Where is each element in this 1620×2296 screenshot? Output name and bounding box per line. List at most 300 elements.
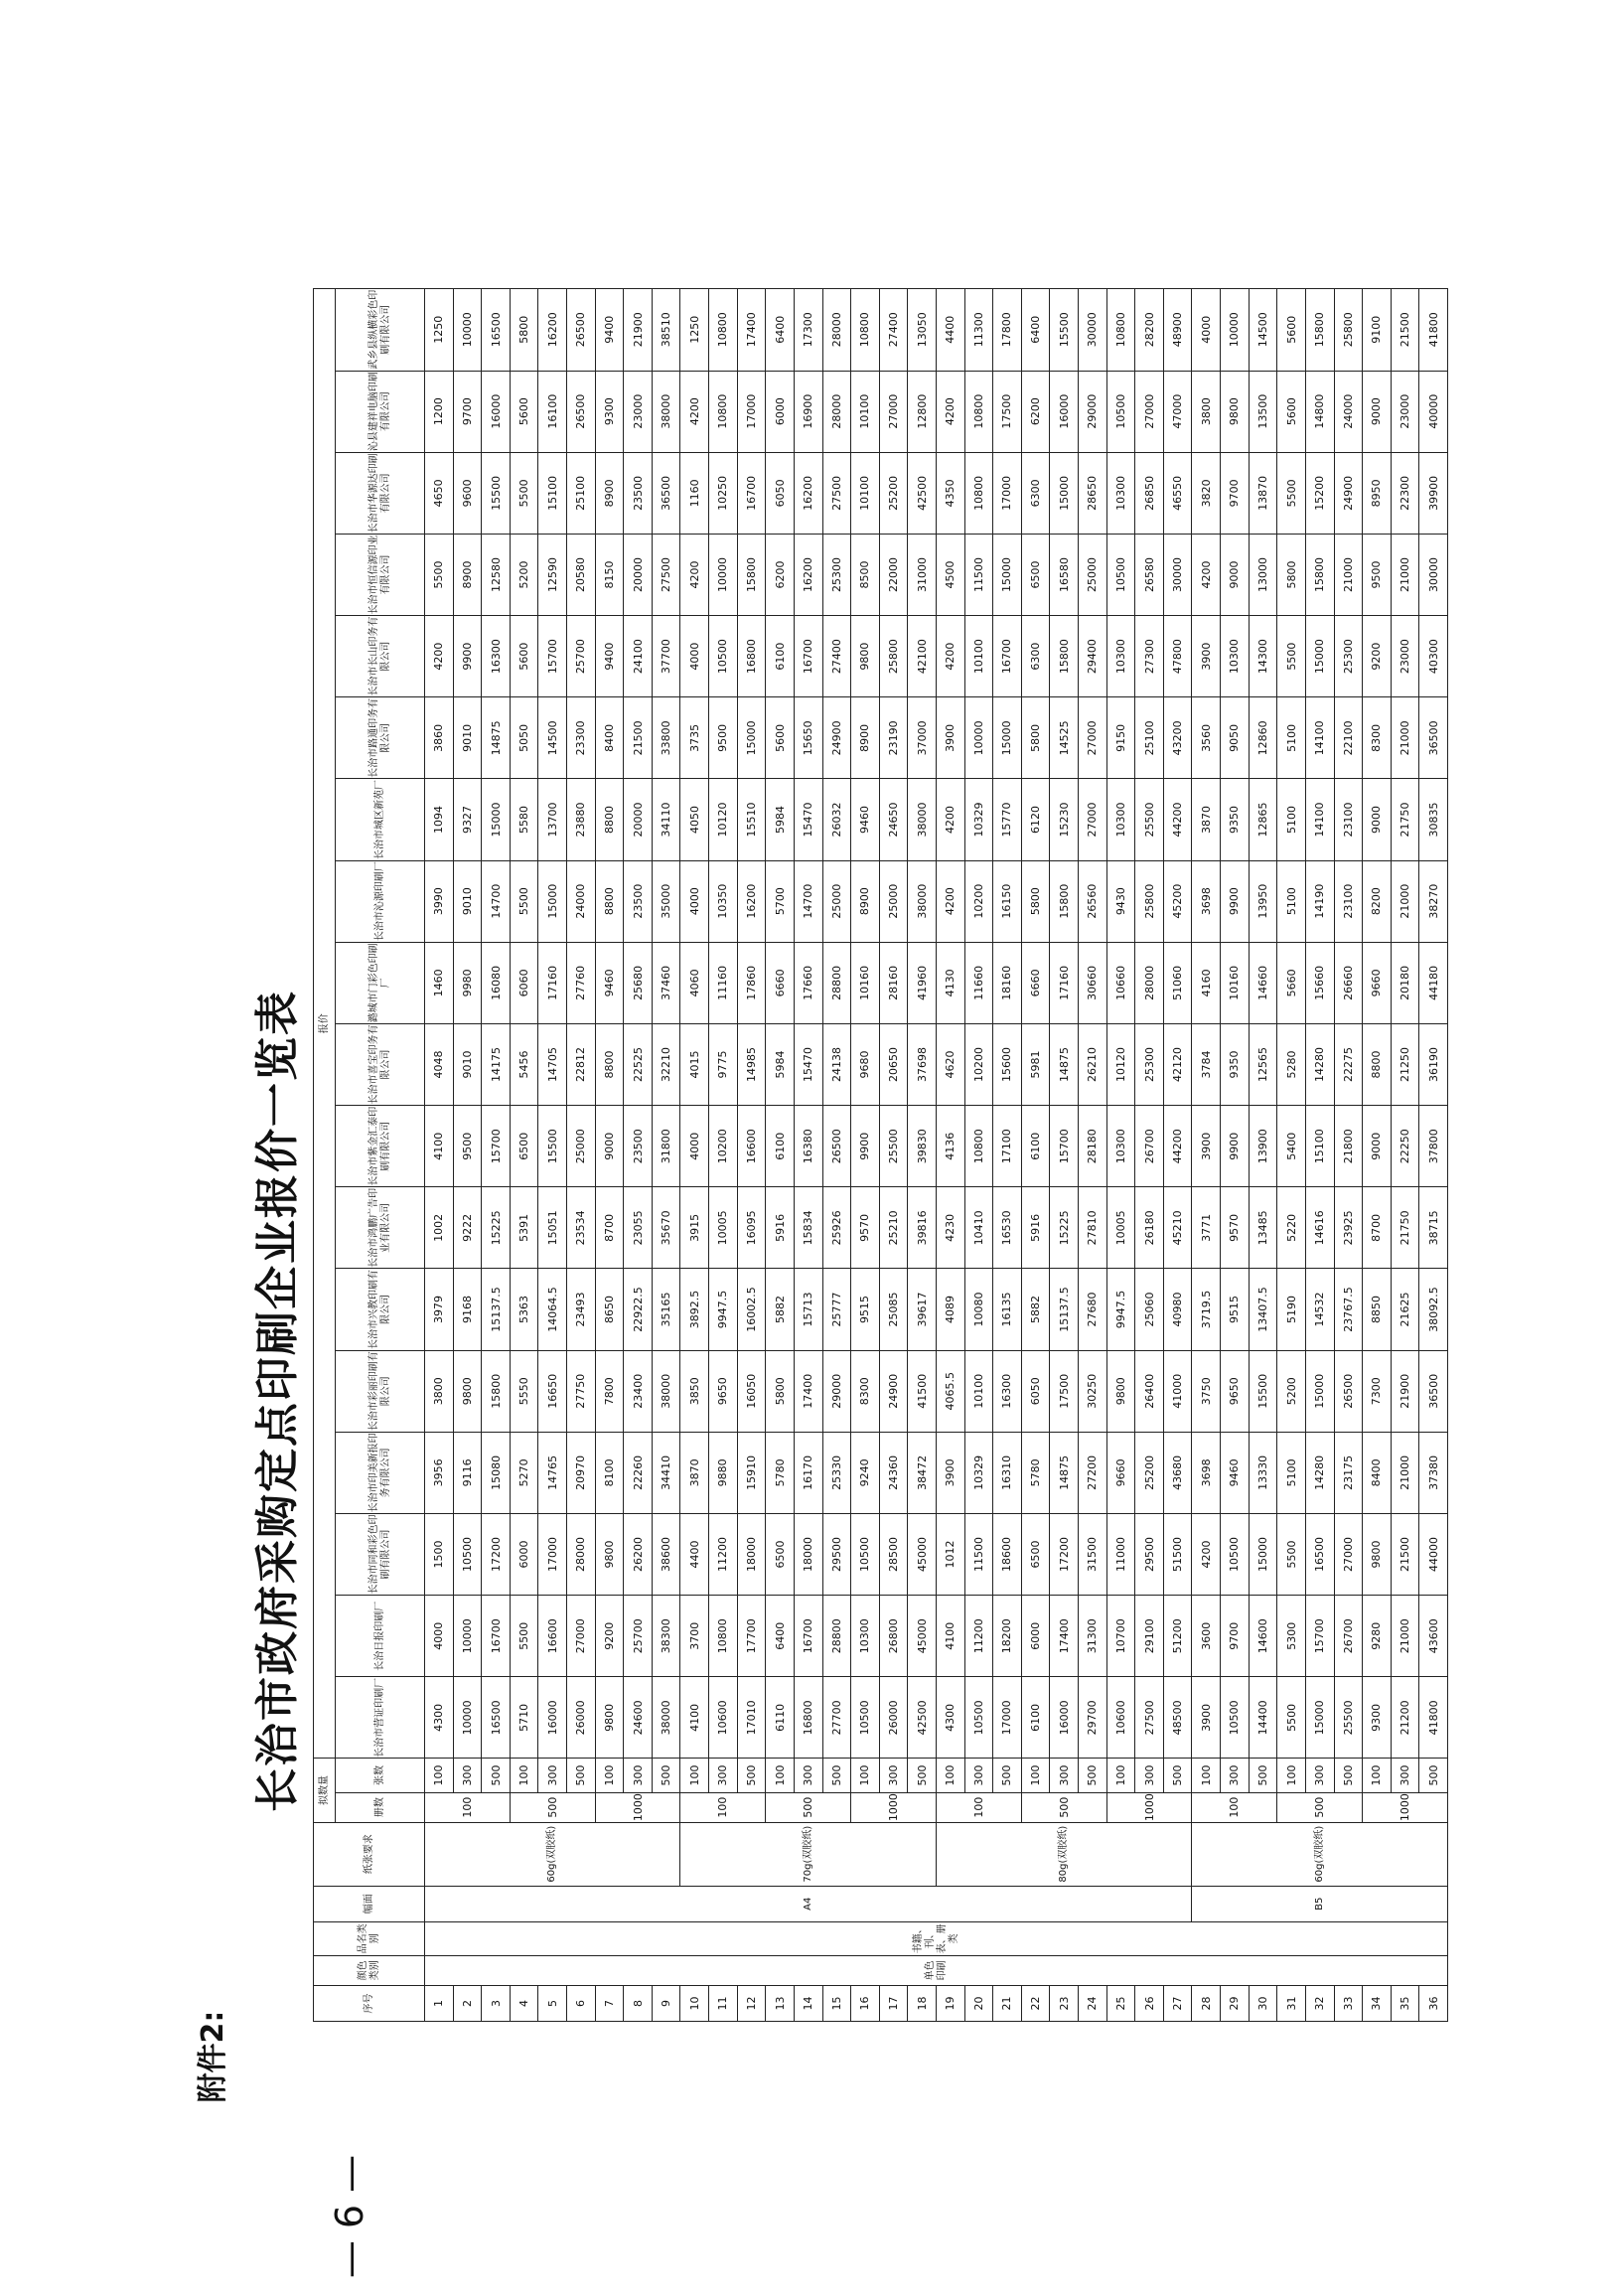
cell-seq: 6 bbox=[567, 1985, 596, 2021]
cell-price: 4000 bbox=[680, 860, 709, 942]
cell-price: 9700 bbox=[1221, 1596, 1250, 1677]
cell-price: 12580 bbox=[482, 534, 511, 615]
cell-price: 10800 bbox=[709, 289, 738, 372]
cell-price: 37698 bbox=[908, 1023, 937, 1105]
cell-price: 3990 bbox=[425, 860, 454, 942]
cell-price: 23000 bbox=[1391, 371, 1419, 452]
cell-price: 3560 bbox=[1192, 697, 1221, 779]
cell-price: 11000 bbox=[1106, 1513, 1135, 1595]
table-row bbox=[1050, 289, 1079, 2022]
cell-pages: 500 bbox=[652, 1759, 680, 1792]
cell-price: 4160 bbox=[1192, 942, 1221, 1023]
cell-price: 15080 bbox=[482, 1432, 511, 1513]
cell-price: 10500 bbox=[453, 1513, 482, 1595]
cell-price: 3600 bbox=[1192, 1596, 1221, 1677]
cell-price: 23000 bbox=[624, 371, 653, 452]
cell-price: 1250 bbox=[425, 289, 454, 372]
cell-price: 3870 bbox=[680, 1432, 709, 1513]
cell-price: 14500 bbox=[1249, 289, 1277, 372]
cell-price: 22260 bbox=[624, 1432, 653, 1513]
cell-price: 20580 bbox=[567, 534, 596, 615]
cell-price: 9600 bbox=[453, 452, 482, 534]
cell-price: 38270 bbox=[1419, 860, 1448, 942]
cell-price: 30000 bbox=[1419, 534, 1448, 615]
cell-price: 21000 bbox=[1391, 1432, 1419, 1513]
cell-price: 16000 bbox=[1050, 371, 1079, 452]
cell-price: 4400 bbox=[680, 1513, 709, 1595]
cell-price: 27500 bbox=[652, 534, 680, 615]
col-company: 长治市紫金汇泰印刷有限公司 bbox=[336, 1106, 425, 1187]
cell-price: 24900 bbox=[879, 1350, 908, 1432]
cell-price: 24100 bbox=[624, 616, 653, 697]
cell-price: 3850 bbox=[680, 1350, 709, 1432]
cell-price: 16100 bbox=[538, 371, 567, 452]
cell-price: 8850 bbox=[1363, 1269, 1392, 1350]
table-row bbox=[936, 289, 964, 2022]
cell-price: 14705 bbox=[538, 1023, 567, 1105]
cell-pages: 500 bbox=[482, 1759, 511, 1792]
group-quantity: 拟数量 bbox=[314, 1759, 336, 1822]
cell-price: 25100 bbox=[1135, 697, 1164, 779]
cell-price: 11160 bbox=[709, 942, 738, 1023]
cell-price: 23055 bbox=[624, 1187, 653, 1269]
cell-color-type: 单色印刷 bbox=[425, 1955, 1448, 1985]
cell-price: 6100 bbox=[766, 1106, 795, 1187]
cell-pages: 300 bbox=[1305, 1759, 1334, 1792]
cell-price: 9650 bbox=[709, 1350, 738, 1432]
col-company: 潞城市门彩色印刷厂 bbox=[336, 942, 425, 1023]
cell-price: 8800 bbox=[595, 860, 624, 942]
cell-price: 10200 bbox=[964, 860, 993, 942]
col-product-type: 品名类别 bbox=[314, 1921, 425, 1955]
table-row bbox=[538, 289, 567, 2022]
cell-price: 30000 bbox=[1163, 534, 1192, 615]
cell-price: 38600 bbox=[652, 1513, 680, 1595]
cell-price: 1160 bbox=[680, 452, 709, 534]
cell-price: 25300 bbox=[1334, 616, 1363, 697]
cell-price: 1500 bbox=[425, 1513, 454, 1595]
table-row bbox=[1305, 289, 1334, 2022]
cell-price: 17200 bbox=[482, 1513, 511, 1595]
cell-price: 31500 bbox=[1079, 1513, 1107, 1595]
cell-price: 21900 bbox=[624, 289, 653, 372]
cell-price: 23534 bbox=[567, 1187, 596, 1269]
cell-price: 5882 bbox=[1021, 1269, 1050, 1350]
cell-seq: 4 bbox=[510, 1985, 538, 2021]
cell-price: 15225 bbox=[1050, 1187, 1079, 1269]
cell-price: 15000 bbox=[482, 779, 511, 860]
table-row bbox=[510, 289, 538, 2022]
cell-price: 5981 bbox=[1021, 1023, 1050, 1105]
cell-price: 36190 bbox=[1419, 1023, 1448, 1105]
cell-price: 6500 bbox=[1021, 1513, 1050, 1595]
cell-price: 14500 bbox=[538, 697, 567, 779]
cell-price: 3900 bbox=[936, 697, 964, 779]
cell-price: 27500 bbox=[822, 452, 851, 534]
cell-price: 22922.5 bbox=[624, 1269, 653, 1350]
cell-price: 16200 bbox=[794, 534, 822, 615]
cell-price: 15100 bbox=[1305, 1106, 1334, 1187]
cell-seq: 16 bbox=[851, 1985, 880, 2021]
cell-price: 10660 bbox=[1106, 942, 1135, 1023]
col-company: 长治市鸿鹏广告印业有限公司 bbox=[336, 1187, 425, 1269]
cell-price: 43600 bbox=[1419, 1596, 1448, 1677]
cell-pages: 100 bbox=[595, 1759, 624, 1792]
cell-price: 27750 bbox=[567, 1350, 596, 1432]
cell-price: 9800 bbox=[1363, 1513, 1392, 1595]
cell-price: 5580 bbox=[510, 779, 538, 860]
cell-price: 38300 bbox=[652, 1596, 680, 1677]
cell-price: 17400 bbox=[794, 1350, 822, 1432]
cell-price: 13000 bbox=[1249, 534, 1277, 615]
cell-price: 13407.5 bbox=[1249, 1269, 1277, 1350]
cell-price: 13050 bbox=[908, 289, 937, 372]
cell-price: 15713 bbox=[794, 1269, 822, 1350]
cell-price: 3900 bbox=[1192, 1677, 1221, 1759]
col-company: 长治市同和彩色印刷有限公司 bbox=[336, 1513, 425, 1595]
cell-price: 16150 bbox=[993, 860, 1022, 942]
cell-seq: 24 bbox=[1079, 1985, 1107, 2021]
cell-price: 16000 bbox=[482, 371, 511, 452]
cell-pages: 100 bbox=[936, 1759, 964, 1792]
cell-volumes: 100 bbox=[680, 1792, 766, 1822]
cell-price: 4650 bbox=[425, 452, 454, 534]
cell-price: 35670 bbox=[652, 1187, 680, 1269]
attachment-label: 附件2: bbox=[196, 2010, 230, 2103]
cell-price: 42500 bbox=[908, 1677, 937, 1759]
cell-price: 6000 bbox=[1021, 1596, 1050, 1677]
cell-seq: 5 bbox=[538, 1985, 567, 2021]
cell-price: 27000 bbox=[879, 371, 908, 452]
cell-price: 15470 bbox=[794, 779, 822, 860]
cell-seq: 10 bbox=[680, 1985, 709, 2021]
cell-seq: 8 bbox=[624, 1985, 653, 2021]
col-company: 长治市沁源印刷厂 bbox=[336, 860, 425, 942]
cell-price: 26580 bbox=[1135, 534, 1164, 615]
cell-price: 6400 bbox=[1021, 289, 1050, 372]
cell-price: 15500 bbox=[538, 1106, 567, 1187]
table-row bbox=[624, 289, 653, 2022]
cell-price: 5391 bbox=[510, 1187, 538, 1269]
cell-price: 41000 bbox=[1163, 1350, 1192, 1432]
cell-price: 25680 bbox=[624, 942, 653, 1023]
cell-price: 8700 bbox=[1363, 1187, 1392, 1269]
cell-price: 14532 bbox=[1305, 1269, 1334, 1350]
cell-seq: 36 bbox=[1419, 1985, 1448, 2021]
cell-seq: 11 bbox=[709, 1985, 738, 2021]
cell-price: 6300 bbox=[1021, 616, 1050, 697]
cell-price: 5456 bbox=[510, 1023, 538, 1105]
cell-price: 8500 bbox=[851, 534, 880, 615]
cell-price: 15000 bbox=[993, 697, 1022, 779]
cell-price: 15500 bbox=[482, 452, 511, 534]
cell-price: 44200 bbox=[1163, 779, 1192, 860]
cell-price: 6200 bbox=[766, 534, 795, 615]
cell-price: 5700 bbox=[766, 860, 795, 942]
cell-pages: 300 bbox=[964, 1759, 993, 1792]
cell-price: 5100 bbox=[1277, 1432, 1306, 1513]
cell-price: 16135 bbox=[993, 1269, 1022, 1350]
cell-pages: 300 bbox=[794, 1759, 822, 1792]
cell-seq: 13 bbox=[766, 1985, 795, 2021]
cell-seq: 22 bbox=[1021, 1985, 1050, 2021]
cell-seq: 35 bbox=[1391, 1985, 1419, 2021]
cell-price: 23500 bbox=[624, 452, 653, 534]
cell-price: 16600 bbox=[538, 1596, 567, 1677]
cell-price: 37700 bbox=[652, 616, 680, 697]
cell-price: 16000 bbox=[1050, 1677, 1079, 1759]
cell-price: 6100 bbox=[766, 616, 795, 697]
cell-price: 6500 bbox=[1021, 534, 1050, 615]
cell-seq: 19 bbox=[936, 1985, 964, 2021]
cell-price: 45000 bbox=[908, 1596, 937, 1677]
cell-price: 8800 bbox=[1363, 1023, 1392, 1105]
col-company: 长治市恒信源印业有限公司 bbox=[336, 534, 425, 615]
cell-price: 40000 bbox=[1419, 371, 1448, 452]
table-row bbox=[1221, 289, 1250, 2022]
cell-price: 9700 bbox=[453, 371, 482, 452]
cell-price: 24000 bbox=[1334, 371, 1363, 452]
cell-price: 23493 bbox=[567, 1269, 596, 1350]
cell-price: 6660 bbox=[766, 942, 795, 1023]
cell-price: 15700 bbox=[1050, 1106, 1079, 1187]
cell-price: 8300 bbox=[851, 1350, 880, 1432]
cell-volumes: 100 bbox=[936, 1792, 1021, 1822]
cell-price: 40300 bbox=[1419, 616, 1448, 697]
cell-price: 24000 bbox=[567, 860, 596, 942]
cell-price: 14875 bbox=[482, 697, 511, 779]
table-row bbox=[453, 289, 482, 2022]
cell-price: 16000 bbox=[538, 1677, 567, 1759]
table-row bbox=[851, 289, 880, 2022]
cell-pages: 300 bbox=[1221, 1759, 1250, 1792]
cell-price: 14800 bbox=[1305, 371, 1334, 452]
cell-price: 45200 bbox=[1163, 860, 1192, 942]
cell-price: 5800 bbox=[1277, 534, 1306, 615]
cell-price: 14175 bbox=[482, 1023, 511, 1105]
cell-price: 33800 bbox=[652, 697, 680, 779]
cell-price: 3800 bbox=[425, 1350, 454, 1432]
cell-price: 14190 bbox=[1305, 860, 1334, 942]
cell-price: 21800 bbox=[1334, 1106, 1363, 1187]
cell-price: 15500 bbox=[1249, 1350, 1277, 1432]
cell-price: 20970 bbox=[567, 1432, 596, 1513]
cell-price: 38000 bbox=[652, 1350, 680, 1432]
cell-price: 26850 bbox=[1135, 452, 1164, 534]
cell-price: 41800 bbox=[1419, 289, 1448, 372]
cell-price: 6100 bbox=[1021, 1677, 1050, 1759]
cell-price: 5200 bbox=[1277, 1350, 1306, 1432]
cell-price: 16700 bbox=[794, 616, 822, 697]
cell-price: 4200 bbox=[680, 534, 709, 615]
cell-price: 9800 bbox=[1106, 1350, 1135, 1432]
cell-price: 39617 bbox=[908, 1269, 937, 1350]
cell-price: 27400 bbox=[822, 616, 851, 697]
cell-price: 25000 bbox=[822, 860, 851, 942]
cell-price: 5800 bbox=[1021, 697, 1050, 779]
cell-price: 3860 bbox=[425, 697, 454, 779]
cell-pages: 500 bbox=[737, 1759, 766, 1792]
cell-volumes: 500 bbox=[510, 1792, 595, 1822]
cell-price: 27400 bbox=[879, 289, 908, 372]
cell-price: 1002 bbox=[425, 1187, 454, 1269]
cell-price: 37380 bbox=[1419, 1432, 1448, 1513]
cell-price: 10000 bbox=[453, 1596, 482, 1677]
table-row bbox=[709, 289, 738, 2022]
col-color-type: 颜色类别 bbox=[314, 1955, 425, 1985]
cell-price: 13485 bbox=[1249, 1187, 1277, 1269]
cell-price: 10300 bbox=[1221, 616, 1250, 697]
cell-price: 37460 bbox=[652, 942, 680, 1023]
cell-price: 16580 bbox=[1050, 534, 1079, 615]
cell-volumes: 1000 bbox=[851, 1792, 937, 1822]
cell-price: 20000 bbox=[624, 779, 653, 860]
cell-price: 15000 bbox=[1249, 1513, 1277, 1595]
cell-price: 3719.5 bbox=[1192, 1269, 1221, 1350]
cell-price: 15137.5 bbox=[482, 1269, 511, 1350]
cell-price: 9240 bbox=[851, 1432, 880, 1513]
cell-price: 35165 bbox=[652, 1269, 680, 1350]
cell-price: 28000 bbox=[822, 289, 851, 372]
cell-price: 16700 bbox=[482, 1596, 511, 1677]
cell-price: 9000 bbox=[595, 1106, 624, 1187]
cell-price: 28160 bbox=[879, 942, 908, 1023]
cell-price: 26560 bbox=[1079, 860, 1107, 942]
cell-price: 9400 bbox=[595, 289, 624, 372]
cell-pages: 500 bbox=[908, 1759, 937, 1792]
cell-price: 3698 bbox=[1192, 860, 1221, 942]
cell-price: 9515 bbox=[851, 1269, 880, 1350]
cell-seq: 25 bbox=[1106, 1985, 1135, 2021]
cell-price: 37000 bbox=[908, 697, 937, 779]
cell-price: 10300 bbox=[1106, 779, 1135, 860]
cell-price: 15225 bbox=[482, 1187, 511, 1269]
cell-price: 4015 bbox=[680, 1023, 709, 1105]
cell-price: 37800 bbox=[1419, 1106, 1448, 1187]
cell-price: 5660 bbox=[1277, 942, 1306, 1023]
cell-price: 9775 bbox=[709, 1023, 738, 1105]
cell-price: 8650 bbox=[595, 1269, 624, 1350]
cell-price: 21000 bbox=[1391, 860, 1419, 942]
cell-price: 47000 bbox=[1163, 371, 1192, 452]
cell-price: 5710 bbox=[510, 1677, 538, 1759]
table-row bbox=[1249, 289, 1277, 2022]
cell-price: 13870 bbox=[1249, 452, 1277, 534]
cell-price: 15000 bbox=[737, 697, 766, 779]
cell-price: 14600 bbox=[1249, 1596, 1277, 1677]
cell-price: 5500 bbox=[510, 860, 538, 942]
table-row bbox=[425, 289, 454, 2022]
cell-price: 4200 bbox=[936, 371, 964, 452]
cell-price: 15700 bbox=[1305, 1596, 1334, 1677]
cell-price: 4100 bbox=[425, 1106, 454, 1187]
cell-price: 9010 bbox=[453, 1023, 482, 1105]
cell-price: 27500 bbox=[1135, 1677, 1164, 1759]
cell-price: 34110 bbox=[652, 779, 680, 860]
cell-price: 5050 bbox=[510, 697, 538, 779]
cell-price: 25500 bbox=[879, 1106, 908, 1187]
cell-price: 16200 bbox=[794, 452, 822, 534]
cell-price: 13700 bbox=[538, 779, 567, 860]
col-company: 长治市印美新报印务有限公司 bbox=[336, 1432, 425, 1513]
cell-price: 14280 bbox=[1305, 1023, 1334, 1105]
cell-price: 28200 bbox=[1135, 289, 1164, 372]
cell-price: 9980 bbox=[453, 942, 482, 1023]
cell-price: 10410 bbox=[964, 1187, 993, 1269]
cell-price: 35000 bbox=[652, 860, 680, 942]
cell-price: 15200 bbox=[1305, 452, 1334, 534]
cell-price: 21750 bbox=[1391, 779, 1419, 860]
cell-price: 23925 bbox=[1334, 1187, 1363, 1269]
cell-price: 13500 bbox=[1249, 371, 1277, 452]
cell-volumes: 500 bbox=[1021, 1792, 1106, 1822]
cell-price: 3820 bbox=[1192, 452, 1221, 534]
cell-price: 15600 bbox=[993, 1023, 1022, 1105]
cell-price: 9327 bbox=[453, 779, 482, 860]
cell-price: 38715 bbox=[1419, 1187, 1448, 1269]
cell-price: 9100 bbox=[1363, 289, 1392, 372]
cell-price: 4500 bbox=[936, 534, 964, 615]
cell-price: 29500 bbox=[1135, 1513, 1164, 1595]
cell-price: 12565 bbox=[1249, 1023, 1277, 1105]
cell-price: 23100 bbox=[1334, 860, 1363, 942]
cell-seq: 2 bbox=[453, 1985, 482, 2021]
cell-price: 14765 bbox=[538, 1432, 567, 1513]
cell-price: 10700 bbox=[1106, 1596, 1135, 1677]
cell-price: 8700 bbox=[595, 1187, 624, 1269]
table-row bbox=[1135, 289, 1164, 2022]
col-company: 武乡县纵横彩色印刷有限公司 bbox=[336, 289, 425, 372]
cell-price: 16500 bbox=[1305, 1513, 1334, 1595]
cell-price: 4200 bbox=[425, 616, 454, 697]
cell-price: 11500 bbox=[964, 1513, 993, 1595]
cell-pages: 300 bbox=[1391, 1759, 1419, 1792]
cell-price: 10200 bbox=[709, 1106, 738, 1187]
cell-pages: 300 bbox=[538, 1759, 567, 1792]
table-row bbox=[680, 289, 709, 2022]
cell-price: 26500 bbox=[1334, 1350, 1363, 1432]
cell-pages: 100 bbox=[1021, 1759, 1050, 1792]
cell-price: 6400 bbox=[766, 1596, 795, 1677]
cell-price: 4300 bbox=[936, 1677, 964, 1759]
cell-price: 23400 bbox=[624, 1350, 653, 1432]
table-row bbox=[1106, 289, 1135, 2022]
cell-price: 29000 bbox=[822, 1350, 851, 1432]
cell-price: 4200 bbox=[1192, 534, 1221, 615]
cell-price: 23767.5 bbox=[1334, 1269, 1363, 1350]
cell-price: 25500 bbox=[1135, 779, 1164, 860]
cell-price: 4089 bbox=[936, 1269, 964, 1350]
cell-price: 6500 bbox=[766, 1513, 795, 1595]
cell-price: 4136 bbox=[936, 1106, 964, 1187]
cell-price: 9350 bbox=[1221, 1023, 1250, 1105]
cell-price: 10329 bbox=[964, 1432, 993, 1513]
cell-pages: 500 bbox=[1163, 1759, 1192, 1792]
cell-price: 9168 bbox=[453, 1269, 482, 1350]
cell-price: 15800 bbox=[1305, 289, 1334, 372]
cell-price: 5916 bbox=[1021, 1187, 1050, 1269]
cell-pages: 500 bbox=[1419, 1759, 1448, 1792]
cell-price: 27000 bbox=[567, 1596, 596, 1677]
cell-price: 30000 bbox=[1079, 289, 1107, 372]
cell-price: 13330 bbox=[1249, 1432, 1277, 1513]
cell-price: 16080 bbox=[482, 942, 511, 1023]
cell-price: 9800 bbox=[595, 1677, 624, 1759]
cell-price: 3870 bbox=[1192, 779, 1221, 860]
cell-price: 9515 bbox=[1221, 1269, 1250, 1350]
cell-price: 14300 bbox=[1249, 616, 1277, 697]
cell-price: 21625 bbox=[1391, 1269, 1419, 1350]
